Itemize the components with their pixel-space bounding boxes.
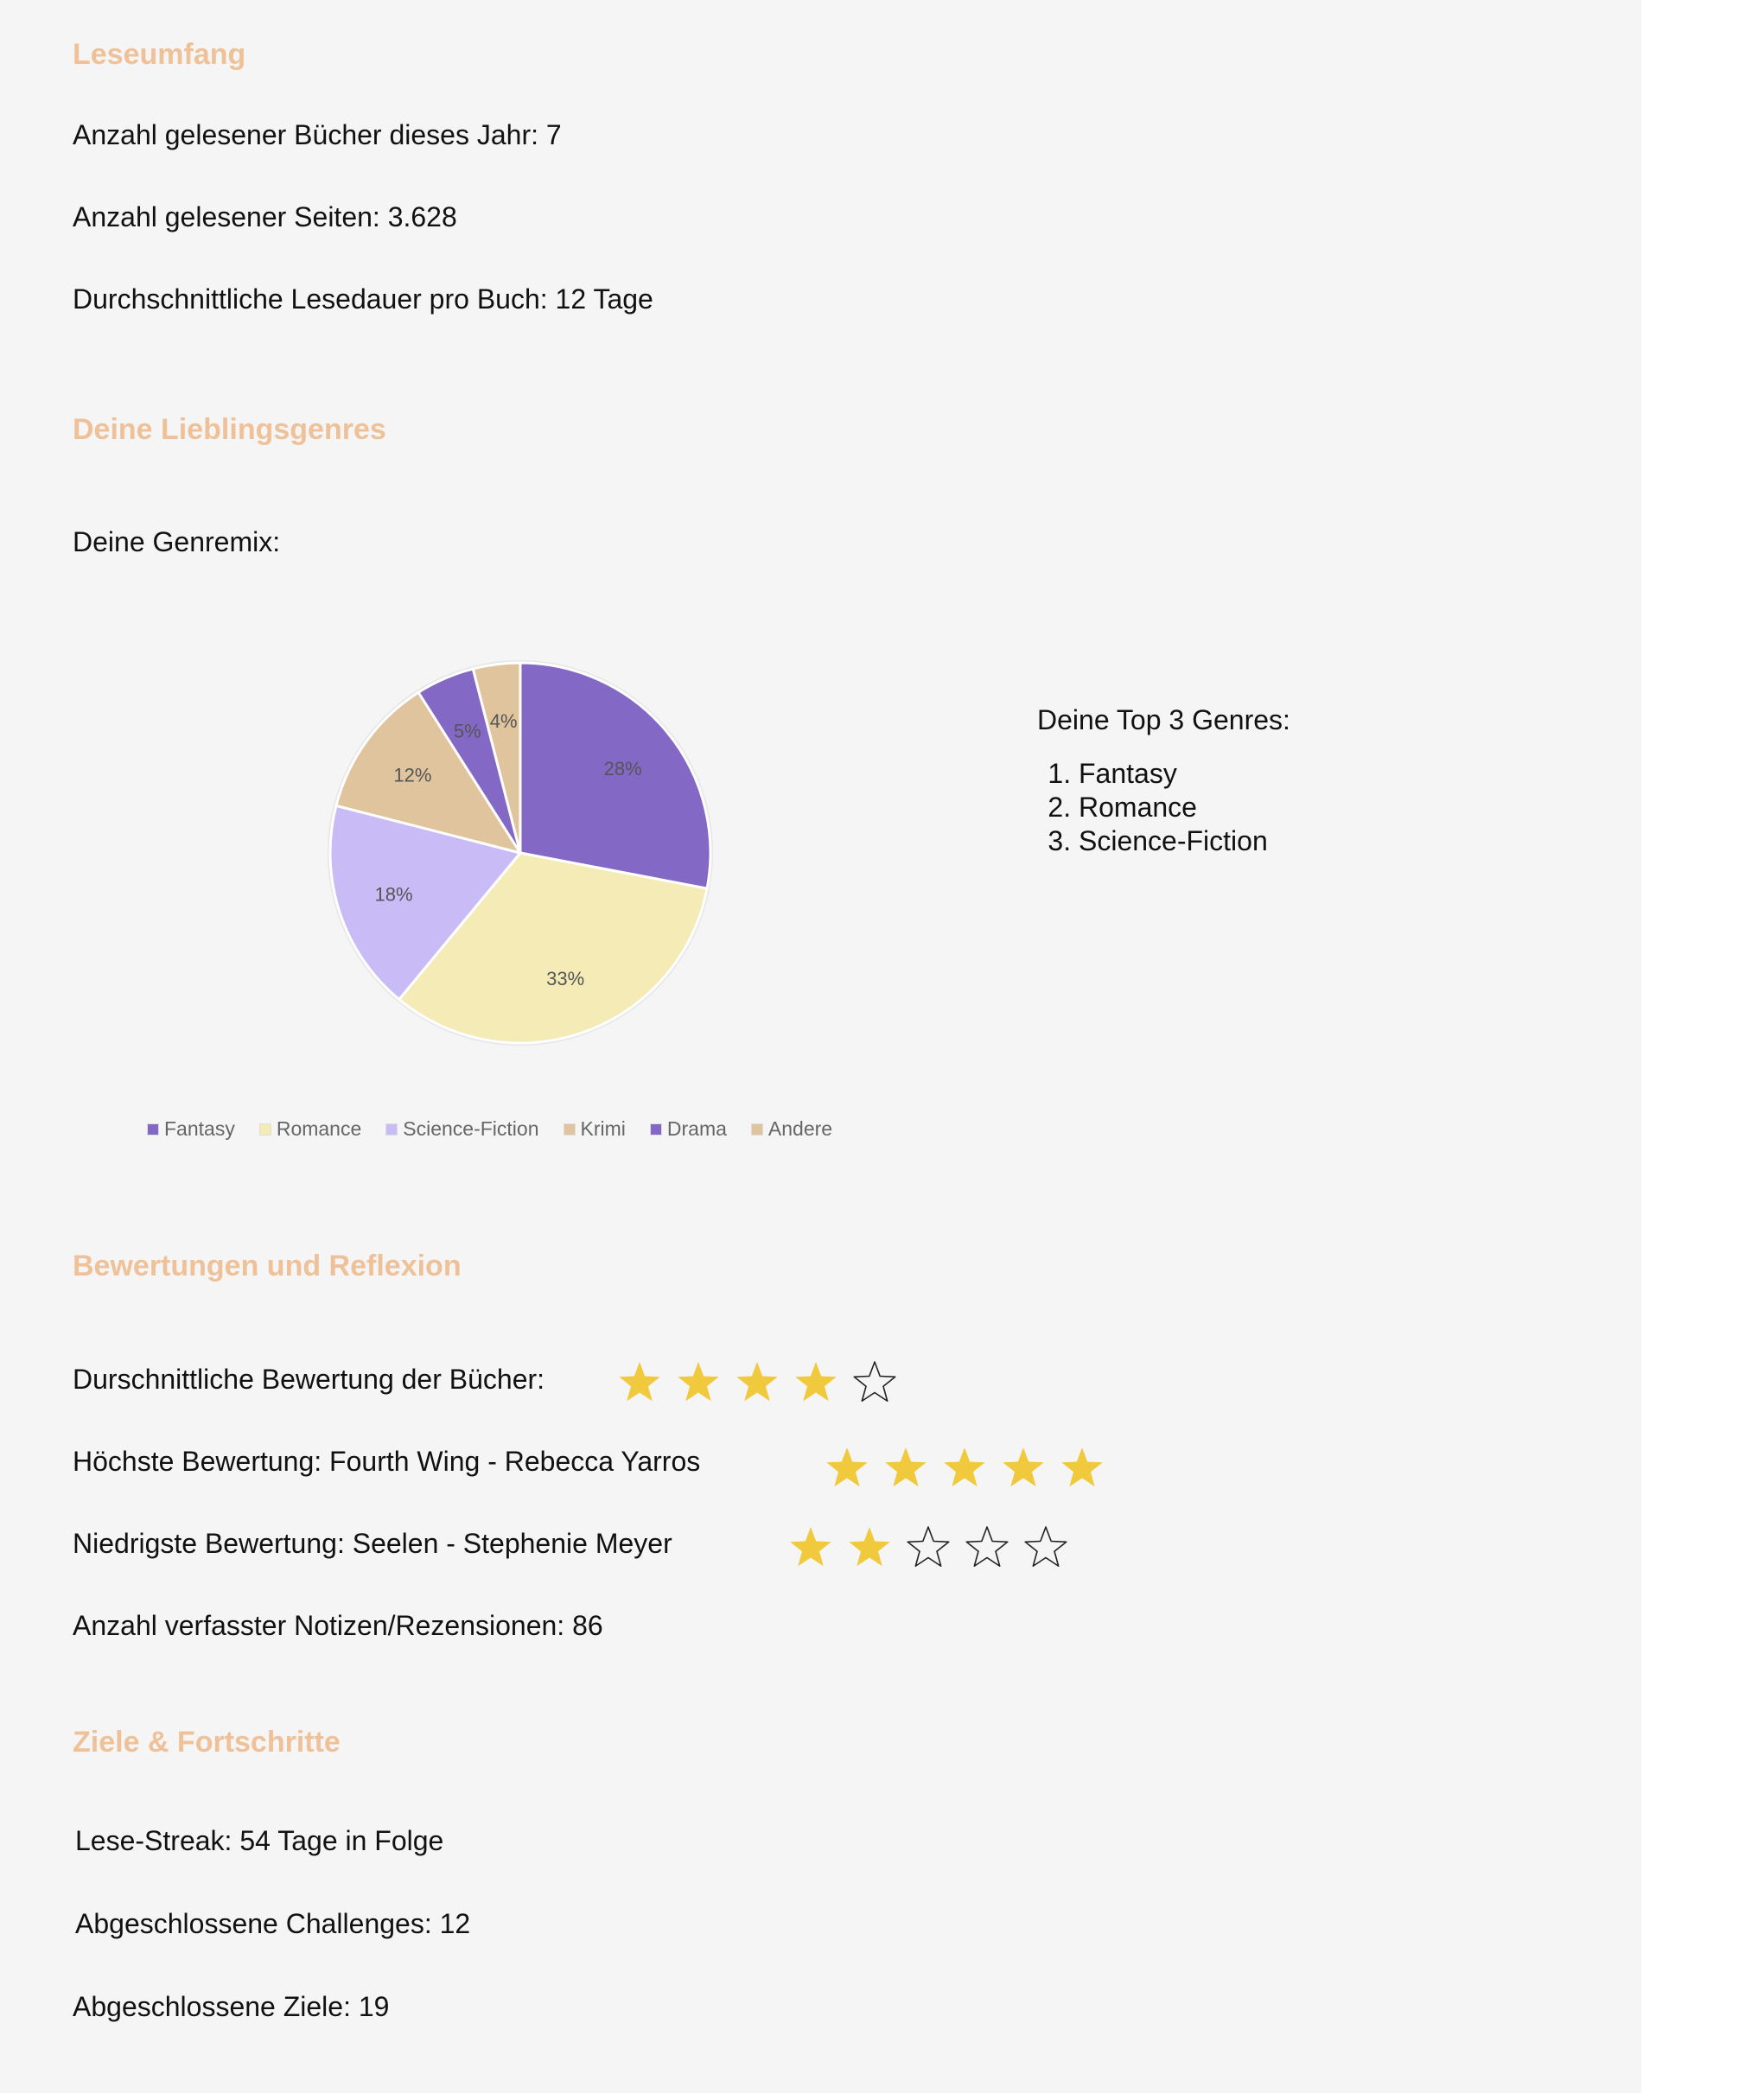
star-filled-icon (788, 1525, 833, 1570)
legend-item-science-fiction (385, 1117, 538, 1141)
star-empty-icon (906, 1525, 951, 1570)
top-genres-list (1037, 757, 1290, 858)
legend-label: Science-Fiction (403, 1117, 539, 1140)
star-filled-icon (676, 1360, 721, 1405)
top-genre-item: 1. Fantasy (1079, 757, 1290, 791)
legend-label: Andere (767, 1117, 833, 1140)
pie-data-label: 33% (546, 967, 585, 989)
genre-legend (147, 1117, 832, 1141)
highest-rating-label: Höchste Bewertung: Fourth Wing - Rebecca Yarros (73, 1446, 701, 1477)
section-title-leseumfang: Leseumfang (73, 38, 246, 71)
star-filled-icon (735, 1360, 780, 1405)
star-filled-icon (942, 1446, 987, 1491)
legend-swatch (259, 1123, 271, 1136)
pie-data-label: 12% (393, 764, 432, 786)
completed-goals: Abgeschlossene Ziele: 19 (73, 1991, 390, 2022)
lowest-rating-stars (788, 1525, 1068, 1570)
star-filled-icon (793, 1360, 838, 1405)
pie-data-label: 4% (489, 710, 518, 733)
highest-rating-stars (825, 1446, 1105, 1491)
notes-count: Anzahl verfasster Notizen/Rezensionen: 86 (73, 1610, 603, 1641)
average-reading-duration: Durchschnittliche Lesedauer pro Buch: 12 Tage (73, 283, 653, 315)
legend-label: Fantasy (164, 1117, 235, 1140)
pie-data-label: 5% (453, 720, 481, 742)
legend-label: Drama (666, 1117, 727, 1140)
star-filled-icon (847, 1525, 892, 1570)
star-empty-icon (965, 1525, 1009, 1570)
genre-mix-label: Deine Genremix: (73, 526, 281, 557)
reading-streak: Lese-Streak: 54 Tage in Folge (75, 1825, 444, 1856)
star-filled-icon (617, 1360, 662, 1405)
legend-item-fantasy (147, 1117, 235, 1141)
average-rating-stars (617, 1360, 897, 1405)
average-rating-label: Durschnittliche Bewertung der Bücher: (73, 1364, 545, 1395)
pages-read-count: Anzahl gelesener Seiten: 3.628 (73, 201, 457, 232)
legend-swatch (564, 1123, 576, 1136)
legend-swatch (751, 1123, 763, 1136)
top-genre-item: 3. Science-Fiction (1079, 824, 1290, 858)
lowest-rating-label: Niedrigste Bewertung: Seelen - Stephenie Meyer (73, 1528, 672, 1559)
top-genres-box (1037, 704, 1290, 858)
top-genres-title: Deine Top 3 Genres: (1037, 704, 1290, 735)
pie-data-label: 28% (603, 757, 642, 779)
completed-challenges: Abgeschlossene Challenges: 12 (75, 1908, 471, 1939)
genre-pie-chart (320, 652, 717, 1050)
star-empty-icon (852, 1360, 897, 1405)
top-genre-item: 2. Romance (1079, 791, 1290, 824)
pie-data-label: 18% (374, 883, 413, 906)
star-filled-icon (1001, 1446, 1046, 1491)
star-filled-icon (1060, 1446, 1105, 1491)
legend-item-andere (751, 1117, 832, 1141)
star-filled-icon (883, 1446, 928, 1491)
section-title-goals: Ziele & Fortschritte (73, 1726, 341, 1759)
star-filled-icon (825, 1446, 869, 1491)
section-title-ratings: Bewertungen und Reflexion (73, 1250, 462, 1282)
legend-item-krimi (564, 1117, 626, 1141)
legend-swatch (385, 1123, 398, 1136)
section-title-genres: Deine Lieblingsgenres (73, 413, 386, 446)
books-read-count: Anzahl gelesener Bücher dieses Jahr: 7 (73, 119, 562, 150)
star-empty-icon (1023, 1525, 1068, 1570)
legend-item-drama (650, 1117, 727, 1141)
legend-swatch (147, 1123, 159, 1136)
legend-label: Krimi (580, 1117, 626, 1140)
legend-label: Romance (276, 1117, 362, 1140)
legend-swatch (650, 1123, 662, 1136)
legend-item-romance (259, 1117, 361, 1141)
